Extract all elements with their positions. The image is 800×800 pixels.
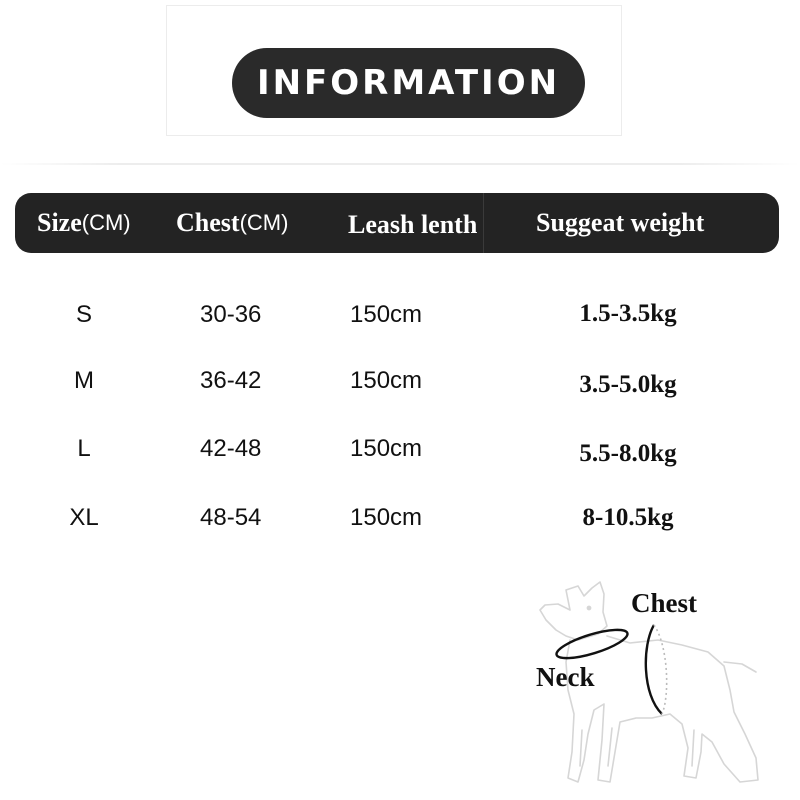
- neck-measure-loop: [554, 624, 630, 664]
- column-header-chest-label: Chest: [176, 208, 240, 237]
- cell-leash: 150cm: [350, 504, 423, 531]
- cell-chest: 36-42: [200, 367, 262, 394]
- column-header-size-unit: (CM): [81, 210, 131, 235]
- header-separator: [483, 193, 484, 253]
- neck-label: Neck: [536, 662, 595, 692]
- page-title: INFORMATION: [256, 63, 561, 103]
- column-header-leash-label: Leash lenth: [348, 210, 478, 239]
- cell-leash: 150cm: [350, 435, 423, 462]
- column-header-leash: [348, 195, 477, 255]
- cell-weight: 3.5-5.0kg: [579, 371, 677, 398]
- cell-weight: 5.5-8.0kg: [579, 440, 677, 467]
- cell-chest: 30-36: [200, 301, 262, 328]
- cell-size: S: [75, 301, 92, 328]
- chest-measure-line: [646, 625, 662, 714]
- column-header-size: [37, 193, 131, 253]
- column-header-chest: [176, 193, 288, 253]
- cell-size: M: [74, 367, 94, 394]
- cell-weight: 8-10.5kg: [582, 504, 674, 531]
- column-header-weight-label: Suggeat weight: [536, 208, 705, 237]
- cell-size: XL: [69, 504, 99, 531]
- title-banner: [232, 48, 585, 118]
- cell-chest: 42-48: [200, 435, 262, 462]
- divider: [0, 163, 800, 165]
- column-header-weight: [536, 193, 704, 253]
- column-header-size-label: Size: [37, 208, 82, 237]
- cell-size: L: [77, 435, 91, 462]
- chest-measure-back-line: [654, 625, 667, 714]
- cell-weight: 1.5-3.5kg: [579, 300, 677, 327]
- chest-label: Chest: [631, 588, 697, 618]
- cell-leash: 150cm: [350, 367, 423, 394]
- table-header: [15, 193, 779, 253]
- cell-leash: 150cm: [350, 301, 423, 328]
- cell-chest: 48-54: [200, 504, 262, 531]
- column-header-chest-unit: (CM): [239, 210, 289, 235]
